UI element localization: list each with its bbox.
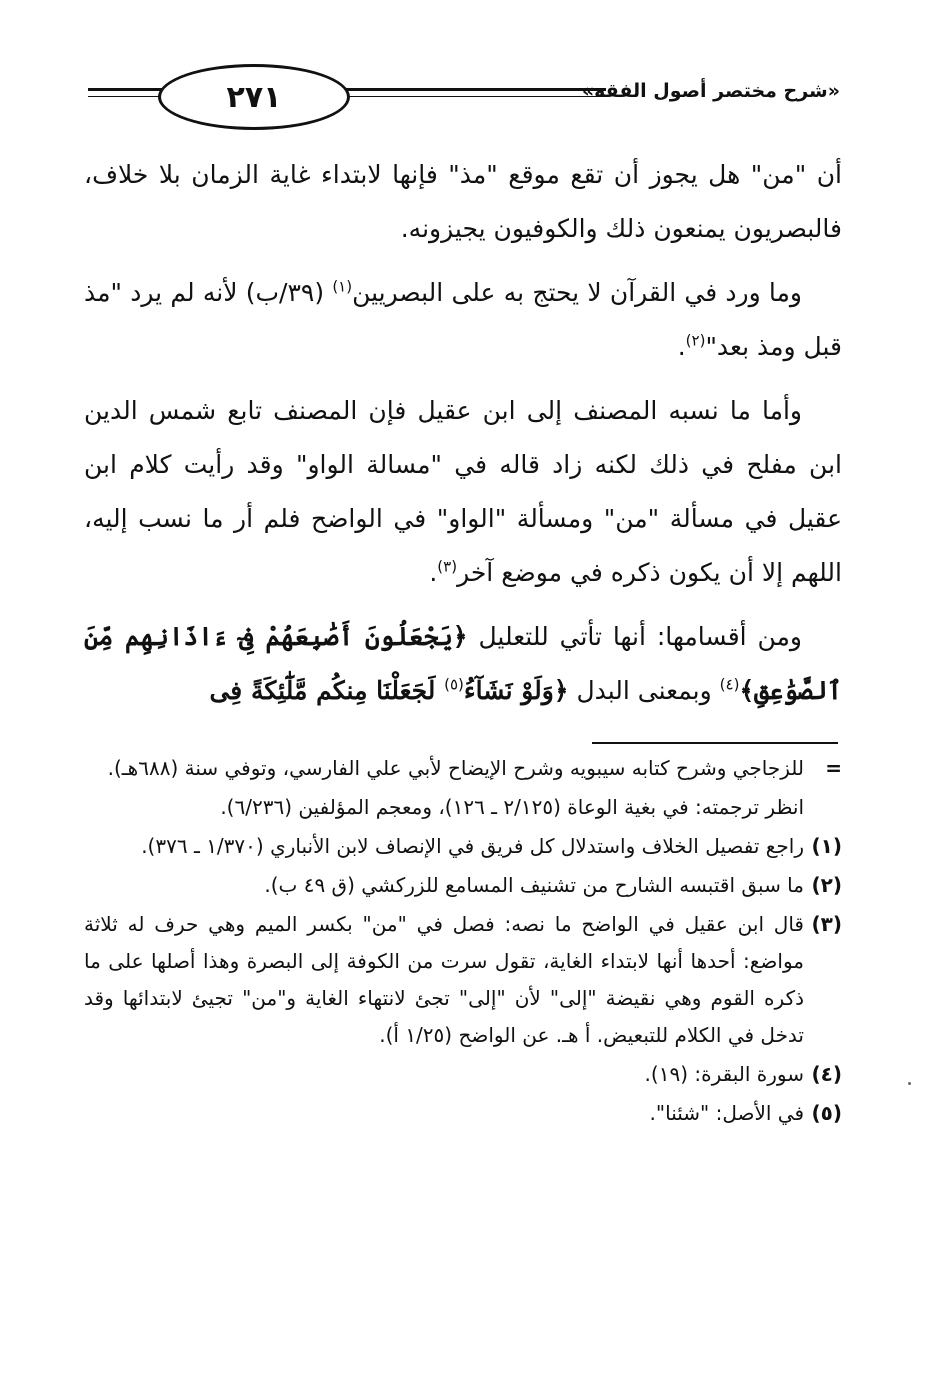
footnotes [84,750,842,1134]
quran-verse: ﴿وَلَوْ نَشَآءُ [463,676,569,705]
footnote [84,906,842,1054]
footnote [84,1095,842,1132]
footnote [84,867,842,904]
footnote-text: ما سبق اقتبسه الشارح من تشنيف المسامع للزركشي (ق ٤٩ ب). [264,873,804,897]
footnote [84,828,842,865]
footnote-mark: = [825,756,842,780]
quran-verse: ﴿يَجْعَلُونَ أَصَٰبِعَهُمْ فِىٓ ءَاذَانِهِم مِّنَ ٱلصَّوَٰعِقِ﴾ [84,622,842,705]
paragraph [84,610,842,718]
footnote [84,1056,842,1093]
paragraph-text: وما ورد في القرآن لا يحتج به على البصريين [352,278,803,307]
footnote [84,789,842,826]
paragraph-text: . [429,558,438,587]
footnote-mark: (٥) [811,1101,842,1125]
paragraph [84,384,842,600]
paragraph [84,266,842,374]
footnote-text: في الأصل: "شئنا". [649,1101,804,1125]
paragraph-text: (٣٩/ب) لأنه لم يرد "مذ قبل ومذ بعد" [84,278,842,361]
paragraph-text: وأما ما نسبه المصنف إلى ابن عقيل فإن المصنف تابع شمس الدين ابن مفلح في ذلك لكنه زاد قاله في "مسالة الواو" وقد رأيت كلام ابن عقيل في مسألة "من" ومسألة "الواو" في الواضح فلم أر ما نسب إليه، اللهم إلا أن يكون ذكره في موضع آخر [84,396,842,587]
quran-verse: لَجَعَلْنَا مِنكُم مَّلَٰٓئِكَةً فِى [209,676,445,705]
footnote-mark: (٢) [811,873,842,897]
paragraph-text: . [677,332,686,361]
header-rule [88,96,168,97]
footnote-mark: (٣) [811,912,842,936]
header-rule [336,96,606,97]
footnote [84,750,842,787]
page-header [88,64,840,132]
page-number: ٢٧١ [158,64,350,130]
footnote-mark: (٤) [811,1062,842,1086]
header-rule [88,88,168,91]
footnote-text: انظر ترجمته: في بغية الوعاة (٢/١٢٥ ـ ١٢٦)، ومعجم المؤلفين (٦/٢٣٦). [220,795,804,819]
footnote-separator [592,742,838,744]
paragraph-text: أن "من" هل يجوز أن تقع موقع "مذ" فإنها لابتداء غاية الزمان بلا خلاف، فالبصريون يمنعون ذلك والكوفيون يجيزونه. [84,160,842,243]
footnote-text: سورة البقرة: (١٩). [644,1062,804,1086]
book-title: «شرح مختصر أصول الفقه» [581,80,840,102]
paragraph-text: ومن أقسامها: أنها تأتي للتعليل [467,622,803,651]
paragraph [84,148,842,256]
footnote-ref: (٢) [685,331,706,350]
footnote-ref: (٥) [444,675,464,694]
footnote-ref: (٤) [719,675,740,694]
paragraph-text: وبمعنى البدل [568,676,720,705]
footnote-text: راجع تفصيل الخلاف واستدلال كل فريق في الإنصاف لابن الأنباري (١/٣٧٠ ـ ٣٧٦). [141,834,804,858]
main-text [84,148,842,728]
scan-speck [908,1082,911,1085]
header-rule [336,88,606,91]
footnote-text: للزجاجي وشرح كتابه سيبويه وشرح الإيضاح لأبي علي الفارسي، وتوفي سنة (٦٨٨هـ). [107,756,804,780]
footnote-mark: (١) [811,834,842,858]
footnote-text: قال ابن عقيل في الواضح ما نصه: فصل في "من" بكسر الميم وهي حرف له ثلاثة مواضع: أحدها أنها لابتداء الغاية، تقول سرت من الكوفة إلى البصرة وهذا أصلها على ما ذكره القوم وهي نقيضة "إلى" لأن "إلى" تجئ لانتهاء الغاية و"من" تجيئ لابتدائها وقد تدخل في الكلام للتبعيض. أ هـ. عن الواضح (١/٢٥ أ). [84,912,804,1047]
footnote-ref: (١) [332,277,353,296]
footnote-ref: (٣) [437,557,458,576]
